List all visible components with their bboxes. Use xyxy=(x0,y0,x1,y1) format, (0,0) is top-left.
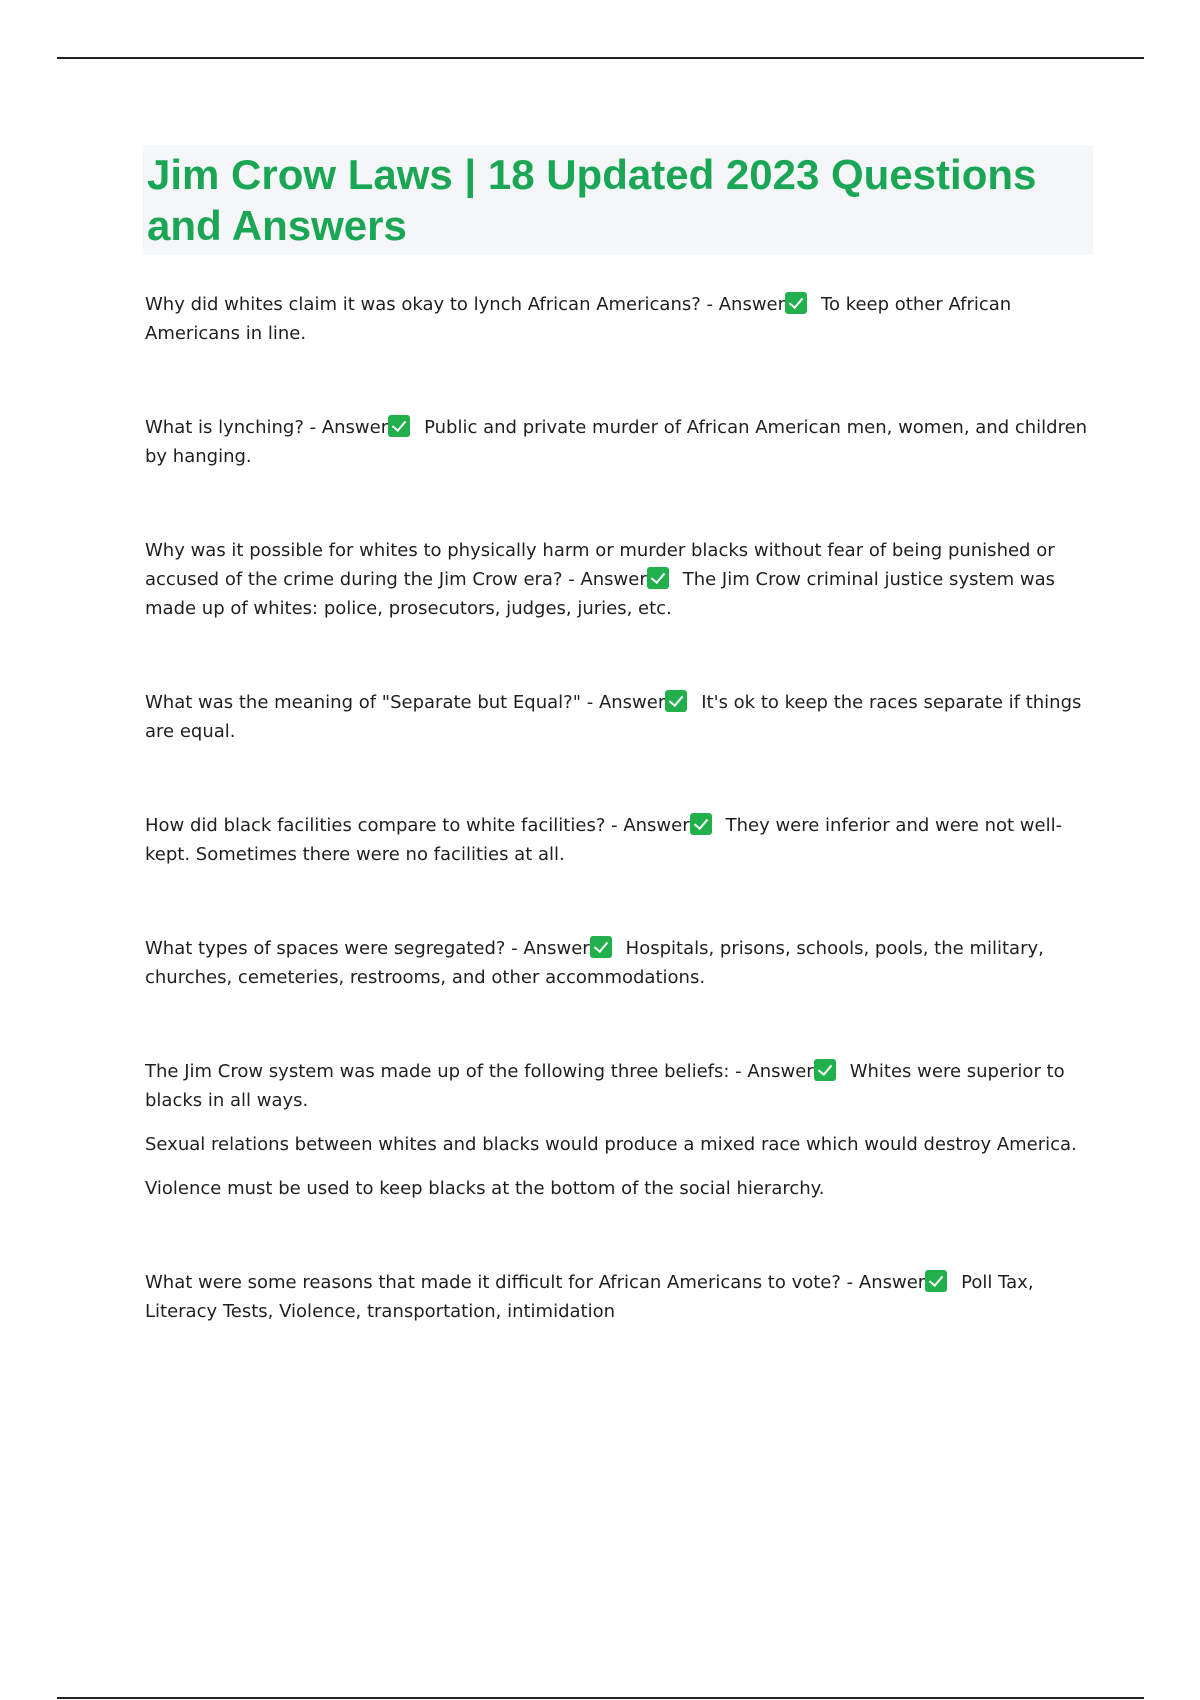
qa-paragraph xyxy=(145,290,1090,348)
check-mark-icon xyxy=(814,1059,836,1081)
question-text: How did black facilities compare to white facilities? - xyxy=(145,815,624,836)
answer-text: They were inferior and were not well-kept. Sometimes there were no facilities at all. xyxy=(145,815,1063,865)
answer-text: Public and private murder of African American men, women, and children by hanging. xyxy=(145,417,1088,467)
check-mark-icon xyxy=(590,936,612,958)
answer-text: Hospitals, prisons, schools, pools, the military, churches, cemeteries, restrooms, and other accommodations. xyxy=(145,938,1044,988)
qa-item xyxy=(145,811,1090,869)
qa-paragraph xyxy=(145,688,1090,746)
answer-label: Answer xyxy=(623,815,690,836)
answer-label: Answer xyxy=(858,1272,926,1293)
check-mark-icon xyxy=(925,1270,947,1292)
answer-continuation: Violence must be used to keep blacks at the bottom of the social hierarchy. xyxy=(145,1178,825,1199)
top-rule xyxy=(57,57,1144,59)
qa-item xyxy=(145,413,1090,471)
question-text: What was the meaning of "Separate but Equal?" - xyxy=(145,692,599,713)
question-text: Why did whites claim it was okay to lynch African Americans? - xyxy=(145,294,719,315)
answer-label: Answer xyxy=(598,692,666,713)
qa-paragraph xyxy=(145,811,1090,869)
qa-paragraph xyxy=(145,934,1090,992)
question-text: What is lynching? - xyxy=(145,417,322,438)
title-banner xyxy=(143,145,1093,255)
answer-text: It's ok to keep the races separate if things are equal. xyxy=(145,692,1082,742)
qa-item xyxy=(145,1268,1090,1326)
qa-item xyxy=(145,536,1090,623)
qa-item xyxy=(145,688,1090,746)
qa-item xyxy=(145,1057,1090,1203)
qa-list xyxy=(145,290,1090,1391)
answer-label: Answer xyxy=(321,417,389,438)
check-mark-icon xyxy=(388,415,410,437)
check-mark-icon xyxy=(690,813,712,835)
answer-label: Answer xyxy=(580,569,647,590)
question-text: What types of spaces were segregated? - xyxy=(145,938,524,959)
question-text: What were some reasons that made it difficult for African Americans to vote? - xyxy=(145,1272,859,1293)
check-mark-icon xyxy=(785,292,807,314)
qa-item xyxy=(145,290,1090,348)
answer-text: Whites were superior to blacks in all ways. xyxy=(145,1061,1065,1111)
answer-label: Answer xyxy=(523,938,590,959)
answer-text: The Jim Crow criminal justice system was made up of whites: police, prosecutors, judges, juries, etc. xyxy=(145,569,1055,619)
answer-text: Poll Tax, Literacy Tests, Violence, transportation, intimidation xyxy=(145,1272,1034,1322)
qa-paragraph xyxy=(145,1057,1090,1115)
qa-paragraph xyxy=(145,536,1090,623)
answer-label: Answer xyxy=(747,1061,814,1082)
qa-item xyxy=(145,934,1090,992)
answer-label: Answer xyxy=(718,294,786,315)
check-mark-icon xyxy=(647,567,669,589)
qa-paragraph xyxy=(145,413,1090,471)
qa-paragraph xyxy=(145,1268,1090,1326)
check-mark-icon xyxy=(665,690,687,712)
bottom-rule xyxy=(57,1697,1144,1699)
answer-continuation: Sexual relations between whites and blacks would produce a mixed race which would destroy America. xyxy=(145,1134,1077,1155)
page-title: Jim Crow Laws | 18 Updated 2023 Questions and Answers xyxy=(147,151,1037,249)
answer-text: To keep other African Americans in line. xyxy=(145,294,1012,344)
question-text: Why was it possible for whites to physically harm or murder blacks without fear of being punished or accused of the crime during the Jim Crow era? - xyxy=(145,540,1055,590)
question-text: The Jim Crow system was made up of the following three beliefs: - xyxy=(145,1061,748,1082)
